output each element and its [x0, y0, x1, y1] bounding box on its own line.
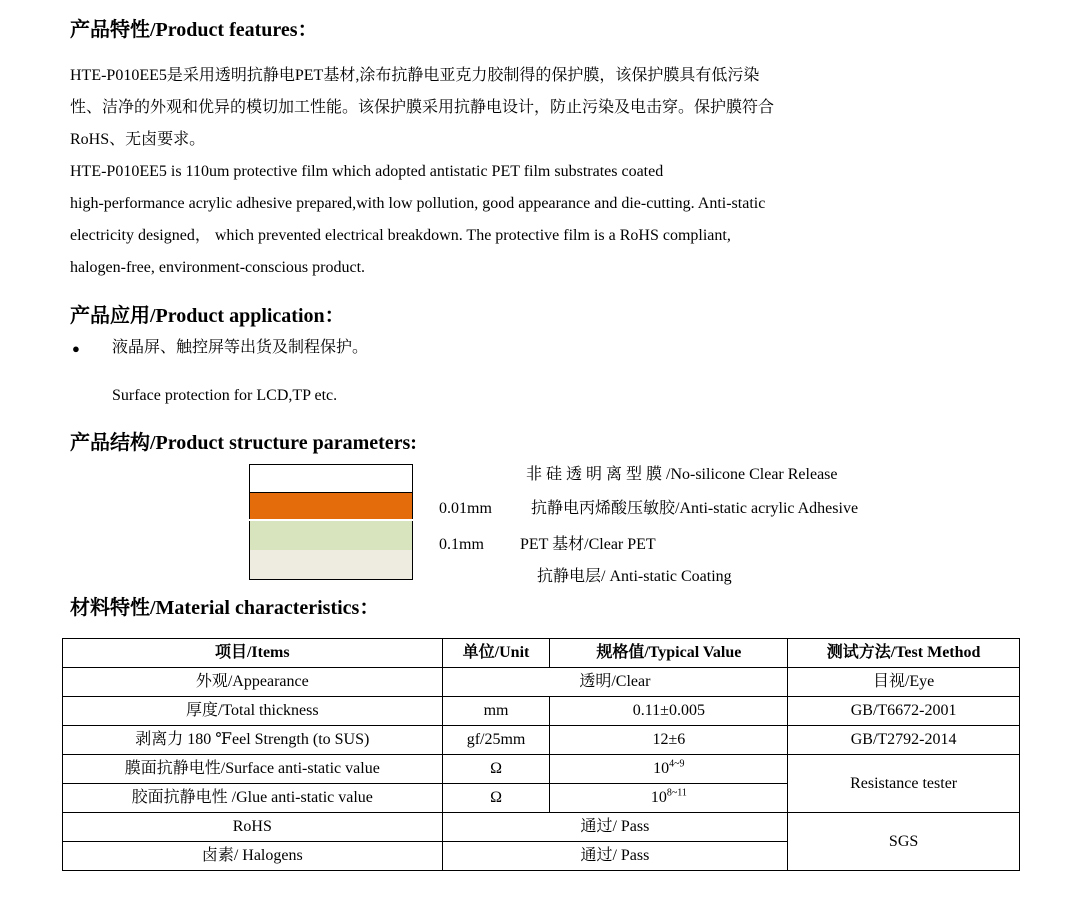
layer-label-coating: 抗静电层/ Anti-static Coating: [537, 568, 732, 585]
cell-method: Resistance tester: [788, 755, 1020, 813]
cell-item: 膜面抗静电性/Surface anti-static value: [63, 755, 443, 784]
structure-heading: 产品结构/Product structure parameters:: [70, 432, 417, 454]
cell-value: [550, 784, 788, 813]
features-en-line-2: high-performance acrylic adhesive prepared,with low pollution, good appearance and die-cutting. Anti-static: [70, 195, 766, 212]
features-en-line-1: HTE-P010EE5 is 110um protective film which adopted antistatic PET film substrates coated: [70, 163, 664, 180]
cell-method: GB/T6672-2001: [788, 697, 1020, 726]
features-en-line-3: electricity designed， which prevented electrical breakdown. The protective film is a RoHS compliant,: [70, 227, 731, 244]
header-items: 项目/Items: [63, 639, 443, 668]
layer-antistatic-coating: [249, 550, 413, 580]
table-row: [63, 813, 1020, 842]
cell-value: 0.11±0.005: [550, 697, 788, 726]
layer-label-release: 非 硅 透 明 离 型 膜 /No-silicone Clear Release: [526, 466, 838, 483]
table-row: [63, 755, 1020, 784]
cell-item: 剥离力 180 ℉eel Strength (to SUS): [63, 726, 443, 755]
header-test-method: 测试方法/Test Method: [788, 639, 1020, 668]
layer-thickness-pet: 0.1mm: [439, 536, 484, 553]
table-row: [63, 726, 1020, 755]
layer-adhesive: [249, 493, 413, 519]
cell-method: 目视/Eye: [788, 668, 1020, 697]
application-heading: 产品应用/Product application：: [70, 305, 345, 327]
cell-unit: mm: [442, 697, 550, 726]
value-exponent: 4~9: [669, 758, 685, 770]
application-en: Surface protection for LCD,TP etc.: [112, 387, 338, 404]
features-cn-line-1: HTE-P010EE5是采用透明抗静电PET基材,涂布抗静电亚克力胶制得的保护膜，该保护膜具有低污染: [70, 67, 760, 84]
cell-value: 12±6: [550, 726, 788, 755]
value-base: 10: [653, 760, 670, 777]
material-table: [62, 638, 1020, 871]
cell-item: 卤素/ Halogens: [63, 842, 443, 871]
layer-release-film: [249, 464, 413, 493]
cell-unit: Ω: [442, 784, 550, 813]
cell-item: RoHS: [63, 813, 443, 842]
material-heading: 材料特性/Material characteristics：: [70, 597, 380, 619]
layer-label-pet: PET 基材/Clear PET: [520, 536, 656, 553]
application-cn: 液晶屏、触控屏等出货及制程保护。: [112, 339, 369, 356]
table-row: [63, 668, 1020, 697]
cell-item: 外观/Appearance: [63, 668, 443, 697]
table-header-row: [63, 639, 1020, 668]
features-heading: 产品特性/Product features：: [70, 19, 318, 41]
cell-unit: Ω: [442, 755, 550, 784]
layer-label-adhesive: 抗静电丙烯酸压敏胶/Anti-static acrylic Adhesive: [531, 500, 859, 517]
cell-method: GB/T2792-2014: [788, 726, 1020, 755]
cell-value: [550, 755, 788, 784]
cell-item: 胶面抗静电性 /Glue anti-static value: [63, 784, 443, 813]
table-row: [63, 697, 1020, 726]
cell-unit: gf/25mm: [442, 726, 550, 755]
features-cn-line-2: 性、洁净的外观和优异的模切加工性能。该保护膜采用抗静电设计，防止污染及电击穿。保护膜符合: [70, 99, 775, 116]
header-unit: 单位/Unit: [442, 639, 550, 668]
cell-item: 厚度/Total thickness: [63, 697, 443, 726]
cell-value: 透明/Clear: [442, 668, 788, 697]
cell-value: 通过/ Pass: [442, 842, 788, 871]
cell-value: 通过/ Pass: [442, 813, 788, 842]
header-typical-value: 规格值/Typical Value: [550, 639, 788, 668]
layer-thickness-adhesive: 0.01mm: [439, 500, 492, 517]
value-base: 10: [650, 789, 667, 806]
value-exponent: 8~11: [666, 787, 687, 799]
features-en-line-4: halogen-free, environment-conscious product.: [70, 259, 366, 276]
bullet-icon: ●: [72, 341, 80, 356]
cell-method: SGS: [788, 813, 1020, 871]
features-cn-line-3: RoHS、无卤要求。: [70, 131, 206, 148]
layer-pet: [249, 521, 413, 550]
